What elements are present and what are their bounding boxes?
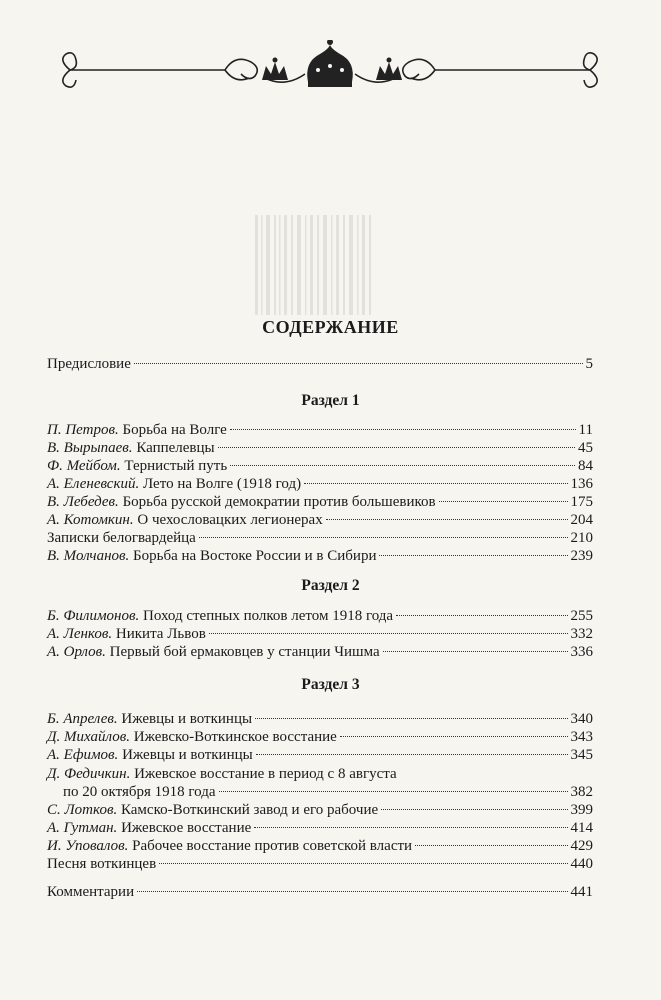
dot-leader <box>219 791 568 792</box>
page-number: 332 <box>570 626 593 642</box>
page-number: 340 <box>570 711 593 727</box>
toc-entry <box>47 492 593 512</box>
entry-title: Первый бой ермаковцев у станции Чишма <box>109 644 380 660</box>
toc-entry-comments <box>47 882 593 902</box>
entry-title: Борьба на Востоке России и в Сибири <box>133 548 377 564</box>
page-number: 441 <box>570 884 593 900</box>
toc-entry <box>47 474 593 494</box>
entry-title: Борьба на Волге <box>122 422 227 438</box>
page-number: 399 <box>570 802 593 818</box>
toc-entry <box>47 528 593 548</box>
toc-entry <box>47 836 593 856</box>
dot-leader <box>218 447 575 448</box>
dot-leader <box>159 863 567 864</box>
entry-title: Комментарии <box>47 884 135 900</box>
page-number: 429 <box>570 838 593 854</box>
entry-title: Лето на Волге (1918 год) <box>142 476 302 492</box>
entry-author: Д. Михайлов. <box>47 729 130 745</box>
entry-title: Песня воткинцев <box>47 856 157 872</box>
entry-author: А. Котомкин. <box>47 512 134 528</box>
entry-title: Ижевское восстание <box>121 820 252 836</box>
dot-leader <box>209 633 568 634</box>
entry-title: Ижевцы и воткинцы <box>121 711 253 727</box>
entry-title: Рабочее восстание против советской власти <box>132 838 413 854</box>
entry-title: Ижевцы и воткинцы <box>122 747 253 763</box>
page-number: 204 <box>570 512 593 528</box>
page-number: 136 <box>570 476 593 492</box>
toc-entry <box>47 745 593 765</box>
toc-entry <box>47 456 593 476</box>
entry-title: Камско-Воткинский завод и его рабочие <box>120 802 379 818</box>
entry-author: А. Ефимов. <box>47 747 119 763</box>
entry-author: В. Вырыпаев. <box>47 440 133 456</box>
page-title: СОДЕРЖАНИЕ <box>262 317 399 337</box>
entry-title: Борьба русской демократии против большевиков <box>122 494 436 510</box>
dot-leader <box>396 615 567 616</box>
page-number: 11 <box>578 422 593 438</box>
toc-entry <box>47 438 593 458</box>
toc-entry <box>47 546 593 566</box>
toc-entry-preface <box>47 354 593 374</box>
dot-leader <box>254 827 567 828</box>
page-number: 239 <box>570 548 593 564</box>
toc-entry-continuation <box>63 782 593 802</box>
entry-author: В. Лебедев. <box>47 494 119 510</box>
crown-ornament-icon <box>50 40 610 100</box>
dot-leader <box>381 809 567 810</box>
page-number: 382 <box>570 784 593 800</box>
page-number: 255 <box>570 608 593 624</box>
entry-author: И. Уповалов. <box>47 838 129 854</box>
section-heading-2: Раздел 2 <box>301 577 360 594</box>
dot-leader <box>199 537 568 538</box>
entry-author: Ф. Мейбом. <box>47 458 121 474</box>
dot-leader <box>439 501 568 502</box>
dot-leader <box>383 651 568 652</box>
entry-title: Тернистый путь <box>124 458 228 474</box>
page-number: 440 <box>570 856 593 872</box>
toc-entry <box>47 624 593 644</box>
toc-entry <box>47 420 593 440</box>
entry-title: Ижевско-Воткинское восстание <box>133 729 337 745</box>
page-number: 336 <box>570 644 593 660</box>
entry-author: А. Гутман. <box>47 820 118 836</box>
page-number: 5 <box>585 356 593 372</box>
dot-leader <box>137 891 567 892</box>
entry-author: Б. Филимонов. <box>47 608 140 624</box>
entry-title: Записки белогвардейца <box>47 530 196 546</box>
page-number: 345 <box>570 747 593 763</box>
dot-leader <box>415 845 567 846</box>
entry-author: Б. Апрелев. <box>47 711 118 727</box>
page-number: 210 <box>570 530 593 546</box>
toc-entry <box>47 818 593 838</box>
toc-entry <box>47 642 593 662</box>
entry-title: Предисловие <box>47 356 131 372</box>
entry-author: А. Ленков. <box>47 626 113 642</box>
dot-leader <box>340 736 568 737</box>
entry-author: П. Петров. <box>47 422 119 438</box>
entry-title: О чехословацких легионерах <box>137 512 323 528</box>
entry-author: В. Молчанов. <box>47 548 130 564</box>
page-number: 343 <box>570 729 593 745</box>
entry-title: Поход степных полков летом 1918 года <box>142 608 394 624</box>
entry-author: С. Лотков. <box>47 802 118 818</box>
entry-title: Никита Львов <box>115 626 206 642</box>
entry-author: Д. Федичкин. <box>47 766 131 782</box>
toc-entry-first-line <box>47 764 593 784</box>
page-number: 84 <box>578 458 593 474</box>
section-heading-3: Раздел 3 <box>301 676 360 693</box>
dot-leader <box>304 483 567 484</box>
page-number: 175 <box>570 494 593 510</box>
toc-entry <box>47 606 593 626</box>
entry-title-continuation: по 20 октября 1918 года <box>63 784 216 800</box>
dot-leader <box>255 718 567 719</box>
dot-leader <box>326 519 568 520</box>
toc-entry <box>47 854 593 874</box>
entry-title: Ижевское восстание в период с 8 августа <box>134 766 397 782</box>
page-number: 414 <box>570 820 593 836</box>
dot-leader <box>256 754 568 755</box>
dot-leader <box>230 429 576 430</box>
dot-leader <box>230 465 575 466</box>
toc-entry <box>47 510 593 530</box>
toc-entry <box>47 800 593 820</box>
toc-entry <box>47 709 593 729</box>
dot-leader <box>134 363 583 364</box>
entry-author: А. Еленевский. <box>47 476 140 492</box>
page-number: 45 <box>578 440 593 456</box>
section-heading-1: Раздел 1 <box>301 392 360 409</box>
dot-leader <box>379 555 567 556</box>
toc-entry <box>47 727 593 747</box>
entry-title: Каппелевцы <box>136 440 215 456</box>
entry-author: А. Орлов. <box>47 644 106 660</box>
